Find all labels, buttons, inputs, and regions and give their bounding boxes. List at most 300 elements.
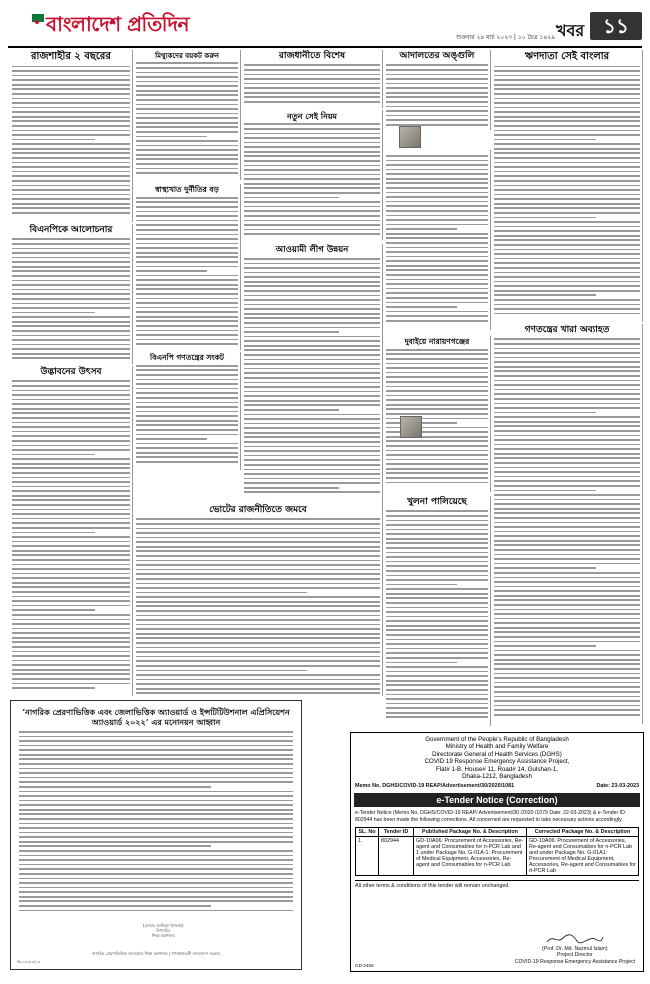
text-line <box>12 486 130 488</box>
text-line <box>12 344 130 346</box>
text-line <box>494 166 640 168</box>
text-line <box>244 276 380 278</box>
text-line <box>494 613 640 615</box>
text-line <box>494 677 640 679</box>
col-tender-id: Tender ID <box>379 827 414 836</box>
text-line <box>494 84 640 86</box>
text-line <box>494 207 640 209</box>
article <box>134 50 241 180</box>
text-line <box>12 93 130 95</box>
article-headline: বিএনপিকে আলোচনার <box>29 225 113 235</box>
text-line <box>136 374 238 376</box>
text-line <box>12 408 130 410</box>
text-line <box>19 777 293 779</box>
text-line <box>136 266 238 268</box>
article-body <box>12 238 130 359</box>
text-line <box>136 619 380 621</box>
text-line <box>12 166 130 168</box>
article-body <box>494 338 640 715</box>
text-line <box>136 383 238 385</box>
text-line <box>244 327 380 329</box>
text-line <box>136 145 238 147</box>
text-line <box>494 622 640 624</box>
text-line <box>12 339 130 341</box>
text-line <box>136 211 238 213</box>
text-line <box>494 590 640 592</box>
text-line <box>494 471 640 473</box>
text-line <box>494 98 640 100</box>
text-line <box>136 569 380 571</box>
text-line <box>244 160 380 162</box>
text-line <box>136 660 380 662</box>
text-line <box>12 280 130 282</box>
text-line <box>12 203 130 205</box>
article <box>384 336 491 492</box>
text-line <box>136 76 238 78</box>
text-line <box>386 404 488 406</box>
text-line <box>19 882 293 884</box>
text-line <box>386 283 488 285</box>
text-line <box>494 203 640 205</box>
text-line <box>244 83 380 85</box>
text-line <box>386 477 488 479</box>
text-line <box>244 128 380 130</box>
text-line <box>12 75 130 77</box>
text-line <box>386 288 488 290</box>
text-line <box>136 81 238 83</box>
text-line <box>12 536 130 538</box>
cell-sl: 1. <box>356 836 379 875</box>
text-line <box>12 435 130 437</box>
article-body <box>136 197 238 345</box>
text-line <box>12 605 130 607</box>
text-line <box>12 162 130 164</box>
text-line <box>136 365 238 367</box>
text-line <box>494 567 596 569</box>
text-line <box>136 461 238 463</box>
text-line <box>244 155 380 157</box>
text-line <box>136 642 380 644</box>
text-line <box>244 267 380 269</box>
text-line <box>494 654 640 656</box>
text-line <box>494 249 640 251</box>
text-line <box>494 668 640 670</box>
text-line <box>386 529 488 531</box>
text-line <box>494 503 640 505</box>
article <box>10 366 133 696</box>
text-line <box>19 795 293 797</box>
text-line <box>136 302 238 304</box>
org-line: Government of the People's Republic of Bangladesh <box>425 736 569 743</box>
text-line <box>12 394 130 396</box>
text-line <box>136 392 238 394</box>
article-headline: গণতন্ত্রের খারা অব্যাহত <box>524 325 610 335</box>
text-line <box>12 504 130 506</box>
text-line <box>19 887 293 889</box>
text-line <box>386 520 488 522</box>
text-line <box>494 276 640 278</box>
text-line <box>494 285 640 287</box>
text-line <box>136 633 380 635</box>
text-line <box>19 873 293 875</box>
article-headline: রাজশাহীর ২ বছরের <box>31 51 111 62</box>
text-line <box>386 399 488 401</box>
text-line <box>12 619 130 621</box>
text-line <box>386 588 488 590</box>
text-line <box>244 165 380 167</box>
text-line <box>136 415 238 417</box>
text-line <box>12 289 130 291</box>
text-line <box>12 472 130 474</box>
text-line <box>494 416 640 418</box>
text-line <box>12 284 130 286</box>
text-line <box>12 243 130 245</box>
text-line <box>244 372 380 374</box>
article <box>10 224 133 364</box>
article-body <box>12 66 130 214</box>
text-line <box>19 791 293 793</box>
text-line <box>12 252 130 254</box>
text-line <box>136 311 238 313</box>
text-line <box>12 157 130 159</box>
text-line <box>494 645 596 647</box>
text-line <box>386 87 488 89</box>
text-line <box>244 317 380 319</box>
text-line <box>386 164 488 166</box>
col-sl: SL. No <box>356 827 379 836</box>
text-line <box>12 559 130 561</box>
text-line <box>386 616 488 618</box>
text-line <box>244 210 380 212</box>
text-line <box>19 758 293 760</box>
text-line <box>244 69 380 71</box>
text-line <box>494 407 640 409</box>
article-body <box>244 64 380 102</box>
masthead <box>8 6 642 48</box>
text-line <box>19 910 293 912</box>
text-line <box>12 591 130 593</box>
text-line <box>12 257 130 259</box>
text-line <box>12 180 130 182</box>
text-line <box>136 229 238 231</box>
text-line <box>386 597 488 599</box>
text-line <box>494 152 640 154</box>
text-line <box>244 285 380 287</box>
text-line <box>12 321 130 323</box>
text-line <box>12 248 130 250</box>
text-line <box>244 174 380 176</box>
text-line <box>12 79 130 81</box>
text-line <box>136 108 238 110</box>
text-line <box>12 463 130 465</box>
tender-note: e-Tender Notice (Memo No. DGHS/COVID-19 REAP/ Advertisement/30 /2020 /1079 Date: 22-03-2023) & e-Tender ID: 802944 has been made the following corrections. All concerned are requested to take necessary actions accordingly. <box>355 810 627 823</box>
text-line <box>386 454 488 456</box>
text-line <box>136 615 380 617</box>
text-line <box>494 235 640 237</box>
text-line <box>386 302 488 304</box>
text-line <box>494 549 640 551</box>
text-line <box>136 683 380 685</box>
text-line <box>386 372 488 374</box>
text-line <box>12 84 130 86</box>
text-line <box>12 440 130 442</box>
text-line <box>386 224 488 226</box>
text-line <box>494 581 640 583</box>
text-line <box>244 133 380 135</box>
text-line <box>12 582 130 584</box>
article-headline: দুবাইয়ে নারায়ণগঞ্জের <box>404 337 470 346</box>
org-line: Dhaka-1212, Bangladesh <box>462 773 532 781</box>
text-line <box>12 270 130 272</box>
article-body <box>136 365 238 463</box>
text-line <box>386 219 488 221</box>
text-line <box>494 659 640 661</box>
text-line <box>19 754 293 756</box>
text-line <box>244 101 380 103</box>
tender-table <box>355 827 639 876</box>
text-line <box>494 389 640 391</box>
text-line <box>494 198 640 200</box>
text-line <box>12 185 130 187</box>
text-line <box>494 398 640 400</box>
org-line: Flat# 1-B, House# 11, Road# 14, Gulshan-1, <box>436 765 558 773</box>
text-line <box>136 62 238 64</box>
text-line <box>244 345 380 347</box>
text-line <box>494 290 640 292</box>
text-line <box>494 102 640 104</box>
text-line <box>12 422 130 424</box>
text-line <box>386 607 488 609</box>
text-line <box>494 221 640 223</box>
text-line <box>136 206 238 208</box>
text-line <box>244 382 380 384</box>
text-line <box>494 139 596 141</box>
text-line <box>136 647 380 649</box>
text-line <box>136 136 207 138</box>
text-line <box>136 238 238 240</box>
text-line <box>386 570 488 572</box>
text-line <box>12 477 130 479</box>
text-line <box>12 495 130 497</box>
text-line <box>386 542 488 544</box>
text-line <box>136 692 380 694</box>
text-line <box>136 560 380 562</box>
text-line <box>244 183 380 185</box>
text-line <box>244 331 339 333</box>
text-line <box>244 400 380 402</box>
text-line <box>386 376 488 378</box>
text-line <box>12 467 130 469</box>
text-line <box>494 107 640 109</box>
text-line <box>244 169 380 171</box>
text-line <box>386 611 488 613</box>
text-line <box>244 123 380 125</box>
text-line <box>386 210 488 212</box>
text-line <box>494 148 640 150</box>
text-line <box>136 247 238 249</box>
text-line <box>386 703 488 705</box>
text-line <box>136 234 238 236</box>
text-line <box>386 265 488 267</box>
col-corrected: Corrected Package No. & Description <box>526 827 638 836</box>
text-line <box>136 252 238 254</box>
text-line <box>12 600 130 602</box>
text-line <box>494 604 640 606</box>
text-line <box>12 107 130 109</box>
text-line <box>494 162 640 164</box>
text-line <box>12 70 130 72</box>
text-line <box>494 421 640 423</box>
text-line <box>244 220 380 222</box>
text-line <box>494 66 640 68</box>
text-line <box>12 673 130 675</box>
text-line <box>494 544 640 546</box>
text-line <box>244 290 380 292</box>
text-line <box>494 650 640 652</box>
text-line <box>136 243 238 245</box>
text-line <box>244 340 380 342</box>
text-line <box>386 657 488 659</box>
text-line <box>494 577 640 579</box>
text-line <box>136 601 380 603</box>
text-line <box>12 669 130 671</box>
text-line <box>19 864 293 866</box>
text-line <box>386 381 488 383</box>
text-line <box>19 859 293 861</box>
text-line <box>12 632 130 634</box>
text-line <box>494 244 640 246</box>
text-line <box>244 464 380 466</box>
text-line <box>12 678 130 680</box>
text-line <box>386 584 457 586</box>
text-line <box>136 628 380 630</box>
text-line <box>12 316 130 318</box>
text-line <box>386 169 488 171</box>
text-line <box>136 293 238 295</box>
text-line <box>136 279 238 281</box>
text-line <box>386 533 488 535</box>
article <box>384 496 491 726</box>
text-line <box>244 78 380 80</box>
text-line <box>386 408 488 410</box>
text-line <box>12 586 130 588</box>
text-line <box>386 160 488 162</box>
text-line <box>12 490 130 492</box>
article <box>10 50 133 222</box>
text-line <box>494 171 640 173</box>
text-line <box>136 343 238 345</box>
text-line <box>12 646 130 648</box>
text-line <box>12 261 130 263</box>
text-line <box>494 308 640 310</box>
text-line <box>386 320 488 322</box>
text-line <box>136 523 380 525</box>
text-line <box>494 673 640 675</box>
text-line <box>244 336 380 338</box>
text-line <box>136 555 380 557</box>
text-line <box>244 414 380 416</box>
text-line <box>386 561 488 563</box>
signature-icon <box>545 933 605 945</box>
text-line <box>19 800 293 802</box>
text-line <box>12 522 130 524</box>
text-line <box>244 263 380 265</box>
text-line <box>12 198 130 200</box>
ad-body <box>19 731 293 911</box>
text-line <box>386 395 488 397</box>
text-line <box>386 182 488 184</box>
text-line <box>12 312 95 314</box>
article-headline: আওয়ামী লীগ উন্নয়ন <box>275 245 349 255</box>
text-line <box>494 696 640 698</box>
text-line <box>136 224 238 226</box>
text-line <box>494 338 640 340</box>
text-line <box>386 648 488 650</box>
text-line <box>12 655 130 657</box>
col-published: Published Package No. & Description <box>414 827 527 836</box>
text-line <box>494 599 640 601</box>
text-line <box>386 716 488 718</box>
issue-date: শুক্রবার ২৪ মার্চ ২০২৩ | ১০ চৈত্র ১৪২৯ <box>456 34 556 41</box>
text-line <box>244 74 380 76</box>
text-line <box>136 550 380 552</box>
article-body <box>136 518 380 696</box>
text-line <box>244 308 380 310</box>
text-line <box>494 435 640 437</box>
text-line <box>494 682 640 684</box>
article <box>242 110 383 240</box>
text-line <box>494 70 640 72</box>
cell-corrected: GD-10A06: Procurement of Accessories, Re-agent and Consumables for n-PCR Lab and under Package No. G-01A1: Procurement of Medical Equipment, Accessories, Re-agent and Consumables for rt-PCR Lab <box>526 836 638 875</box>
text-line <box>494 490 596 492</box>
text-line <box>136 99 238 101</box>
article <box>492 324 643 724</box>
text-line <box>12 628 130 630</box>
text-line <box>12 609 95 611</box>
text-line <box>19 850 293 852</box>
text-line <box>136 546 380 548</box>
text-line <box>386 565 488 567</box>
text-line <box>136 443 238 445</box>
text-line <box>19 749 293 751</box>
signer-name: (Prof. Dr. Md. Nazmul Islam) <box>542 945 608 952</box>
text-line <box>136 131 238 133</box>
award-nomination-ad <box>10 700 302 970</box>
text-line <box>136 316 238 318</box>
text-line <box>386 106 488 108</box>
text-line <box>386 634 488 636</box>
text-line <box>494 508 640 510</box>
text-line <box>136 270 207 272</box>
text-line <box>244 215 380 217</box>
text-line <box>136 197 238 199</box>
text-line <box>494 403 640 405</box>
article <box>134 352 241 470</box>
article <box>242 50 383 108</box>
text-line <box>494 294 596 296</box>
text-line <box>244 349 380 351</box>
text-line <box>244 272 380 274</box>
text-line <box>12 380 130 382</box>
text-line <box>12 348 130 350</box>
text-line <box>19 736 293 738</box>
tender-banner: e-Tender Notice (Correction) <box>354 793 640 807</box>
text-line <box>494 499 640 501</box>
text-line <box>136 429 238 431</box>
text-line <box>494 226 640 228</box>
text-line <box>12 98 130 100</box>
page-number: ১১ <box>590 12 642 40</box>
